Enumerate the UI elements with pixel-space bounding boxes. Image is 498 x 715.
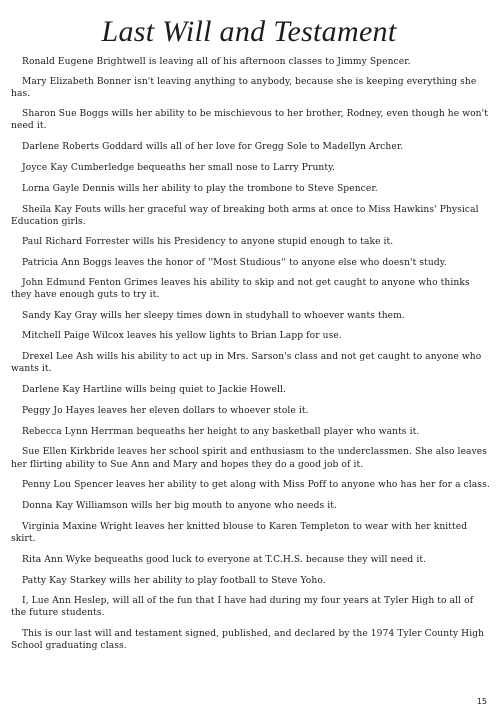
will-paragraph: Virginia Maxine Wright leaves her knitted blouse to Karen Templeton to wear with her knitted skirt. [11, 522, 468, 545]
will-paragraph: Rita Ann Wyke bequeaths good luck to everyone at T.C.H.S. because they will need it. [22, 554, 427, 565]
will-paragraph: Darlene Roberts Goddard wills all of her love for Gregg Sole to Madellyn Archer. [22, 142, 404, 152]
will-paragraph: Darlene Kay Hartline wills being quiet to Jackie Howell. [22, 385, 287, 396]
page-title: Last Will and Testament [101, 15, 397, 48]
will-paragraph: Penny Lou Spencer leaves her ability to get along with Miss Poff to anyone who has her for a class. [22, 480, 490, 491]
will-paragraph: Rebecca Lynn Herrman bequeaths her height to any basketball player who wants it. [22, 426, 420, 437]
will-paragraph: Patricia Ann Boggs leaves the honor of ''Most Studious'' to anyone else who doesn't study. [22, 257, 447, 268]
page-number: 15 [476, 697, 487, 706]
will-paragraph: This is our last will and testament signed, published, and declared by the 1974 Tyler County High School graduating class. [11, 628, 485, 652]
will-paragraph: Sharon Sue Boggs wills her ability to be mischievous to her brother, Rodney, even though he won't need it. [11, 109, 488, 132]
will-paragraph: Paul Richard Forrester wills his Presidency to anyone stupid enough to take it. [22, 237, 394, 248]
will-paragraph: Drexel Lee Ash wills his ability to act up in Mrs. Sarson's class and not get caught to anyone who wants it. [11, 351, 482, 375]
will-paragraph: Peggy Jo Hayes leaves her eleven dollars to whoever stole it. [22, 406, 309, 417]
will-paragraph: Patty Kay Starkey wills her ability to play football to Steve Yoho. [22, 575, 326, 586]
will-paragraph: Sue Ellen Kirkbride leaves her school spirit and enthusiasm to the underclassmen. She also leaves her flirting ability to Sue Ann and Mary and hopes they do a good job of it. [11, 447, 488, 470]
will-paragraph: Sandy Kay Gray wills her sleepy times down in studyhall to whoever wants them. [22, 311, 405, 322]
will-paragraph: Mitchell Paige Wilcox leaves his yellow lights to Brian Lapp for use. [22, 331, 342, 342]
will-paragraphs [11, 56, 491, 652]
will-paragraph: Ronald Eugene Brightwell is leaving all of his afternoon classes to Jimmy Spencer. [22, 57, 411, 67]
will-paragraph: John Edmund Fenton Grimes leaves his ability to skip and not get caught to anyone who thinks they have enough guts to try it. [11, 278, 470, 301]
will-paragraph: Lorna Gayle Dennis wills her ability to play the trombone to Steve Spencer. [22, 184, 378, 194]
will-paragraph: I, Lue Ann Heslep, will all of the fun that I have had during my four years at Tyler High to all of the future students. [11, 596, 474, 619]
will-paragraph: Sheila Kay Fouts wills her graceful way of breaking both arms at once to Miss Hawkins' Physical Education girls. [11, 204, 479, 227]
will-paragraph: Mary Elizabeth Bonner isn't leaving anything to anybody, because she is keeping everything she has. [11, 76, 477, 99]
will-paragraph: Donna Kay Williamson wills her big mouth to anyone who needs it. [22, 501, 338, 512]
will-paragraph: Joyce Kay Cumberledge bequeaths her small nose to Larry Prunty. [22, 163, 336, 173]
